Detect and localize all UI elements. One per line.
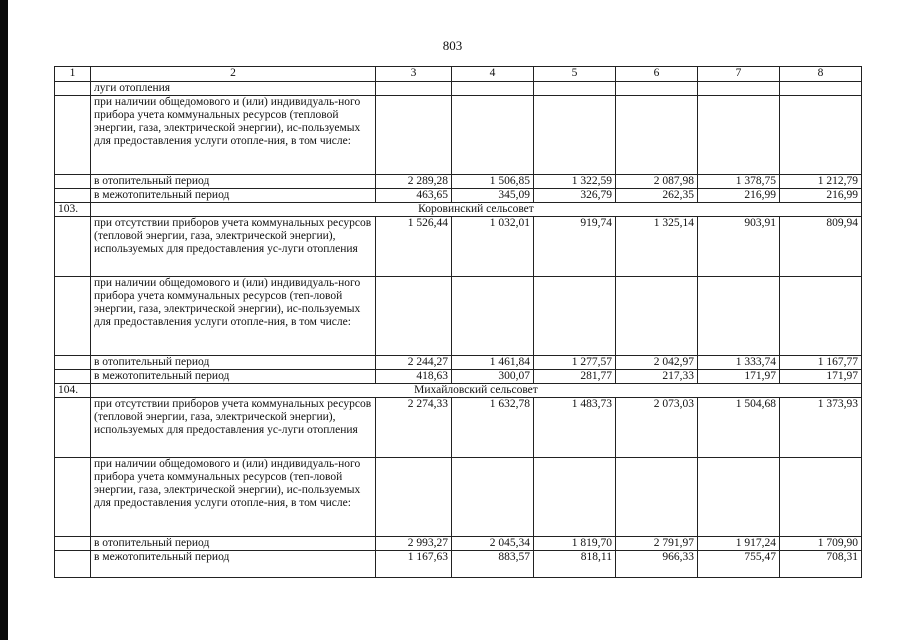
- value-cell: 1 506,85: [452, 175, 534, 189]
- value-cell: 1 277,57: [534, 356, 616, 370]
- scan-edge-bar: [0, 0, 8, 640]
- value-cell: 217,33: [616, 370, 698, 384]
- section-header-row: [55, 203, 862, 217]
- row-label: в отопительный период: [91, 356, 376, 370]
- row-label: в межотопительный период: [91, 189, 376, 203]
- value-cell: 2 045,34: [452, 537, 534, 551]
- value-cell: 2 042,97: [616, 356, 698, 370]
- value-cell: 345,09: [452, 189, 534, 203]
- section-number: 104.: [55, 384, 91, 398]
- value-cell: 418,63: [376, 370, 452, 384]
- value-cell: 2 993,27: [376, 537, 452, 551]
- value-cell: 1 333,74: [698, 356, 780, 370]
- value-cell: 262,35: [616, 189, 698, 203]
- row-label: в межотопительный период: [91, 370, 376, 384]
- table-row: [55, 458, 862, 537]
- value-cell: 281,77: [534, 370, 616, 384]
- value-cell: 1 167,77: [780, 356, 862, 370]
- value-cell: 1 819,70: [534, 537, 616, 551]
- section-title: Коровинский сельсовет: [91, 203, 862, 217]
- value-cell: 1 325,14: [616, 217, 698, 277]
- value-cell: 1 167,63: [376, 551, 452, 578]
- table-row: [55, 551, 862, 578]
- value-cell: 883,57: [452, 551, 534, 578]
- value-cell: 300,07: [452, 370, 534, 384]
- value-cell: 2 073,03: [616, 398, 698, 458]
- table-row: [55, 217, 862, 277]
- value-cell: 1 526,44: [376, 217, 452, 277]
- table-row: [55, 96, 862, 175]
- value-cell: 216,99: [780, 189, 862, 203]
- value-cell: 1 212,79: [780, 175, 862, 189]
- value-cell: 1 632,78: [452, 398, 534, 458]
- value-cell: 2 791,97: [616, 537, 698, 551]
- table-row: [55, 398, 862, 458]
- value-cell: 809,94: [780, 217, 862, 277]
- table-row: [55, 277, 862, 356]
- tariff-table: [54, 66, 862, 578]
- value-cell: 1 378,75: [698, 175, 780, 189]
- value-cell: 2 087,98: [616, 175, 698, 189]
- column-header: 1: [55, 67, 91, 82]
- value-cell: 903,91: [698, 217, 780, 277]
- table-row: [55, 82, 862, 96]
- row-label: при отсутствии приборов учета коммунальных ресурсов (тепловой энергии, газа, электрической энергии), используемых для предоставления ус-луги отопления: [91, 217, 376, 277]
- section-title: Михайловский сельсовет: [91, 384, 862, 398]
- row-label: в отопительный период: [91, 537, 376, 551]
- value-cell: 463,65: [376, 189, 452, 203]
- row-label: при отсутствии приборов учета коммунальных ресурсов (тепловой энергии, газа, электрической энергии), используемых для предоставления ус-луги отопления: [91, 398, 376, 458]
- column-header: 5: [534, 67, 616, 82]
- value-cell: 171,97: [780, 370, 862, 384]
- value-cell: 708,31: [780, 551, 862, 578]
- row-label: при наличии общедомового и (или) индивидуаль-ного прибора учета коммунальных ресурсов (тепловой энергии, газа, электрической энергии), ис-пользуемых для предоставления услуги отопле-ния, в том числе:: [91, 96, 376, 175]
- column-header: 3: [376, 67, 452, 82]
- value-cell: 818,11: [534, 551, 616, 578]
- table-row: [55, 370, 862, 384]
- value-cell: 966,33: [616, 551, 698, 578]
- value-cell: 326,79: [534, 189, 616, 203]
- value-cell: 1 709,90: [780, 537, 862, 551]
- value-cell: 1 322,59: [534, 175, 616, 189]
- value-cell: 2 244,27: [376, 356, 452, 370]
- value-cell: 171,97: [698, 370, 780, 384]
- row-label: при наличии общедомового и (или) индивидуаль-ного прибора учета коммунальных ресурсов (теп-ловой энергии, газа, электрической энергии), ис-пользуемых для предоставления услуги отопле-ния, в том числе:: [91, 458, 376, 537]
- row-label: в межотопительный период: [91, 551, 376, 578]
- table-row: [55, 537, 862, 551]
- row-label: в отопительный период: [91, 175, 376, 189]
- value-cell: 216,99: [698, 189, 780, 203]
- section-number: 103.: [55, 203, 91, 217]
- value-cell: 1 917,24: [698, 537, 780, 551]
- column-header: 7: [698, 67, 780, 82]
- value-cell: 755,47: [698, 551, 780, 578]
- row-label: луги отопления: [91, 82, 376, 96]
- page-number: 803: [442, 38, 463, 53]
- value-cell: 1 483,73: [534, 398, 616, 458]
- column-header: 4: [452, 67, 534, 82]
- value-cell: 1 461,84: [452, 356, 534, 370]
- section-header-row: [55, 384, 862, 398]
- value-cell: 1 032,01: [452, 217, 534, 277]
- column-header: 8: [780, 67, 862, 82]
- header-row: [55, 67, 862, 82]
- value-cell: 1 373,93: [780, 398, 862, 458]
- row-label: при наличии общедомового и (или) индивидуаль-ного прибора учета коммунальных ресурсов (теп-ловой энергии, газа, электрической энергии), ис-пользуемых для предоставления услуги отопле-ния, в том числе:: [91, 277, 376, 356]
- value-cell: 919,74: [534, 217, 616, 277]
- table-row: [55, 189, 862, 203]
- column-header: 6: [616, 67, 698, 82]
- value-cell: 1 504,68: [698, 398, 780, 458]
- column-header: 2: [91, 67, 376, 82]
- table-row: [55, 175, 862, 189]
- value-cell: 2 274,33: [376, 398, 452, 458]
- table-row: [55, 356, 862, 370]
- value-cell: 2 289,28: [376, 175, 452, 189]
